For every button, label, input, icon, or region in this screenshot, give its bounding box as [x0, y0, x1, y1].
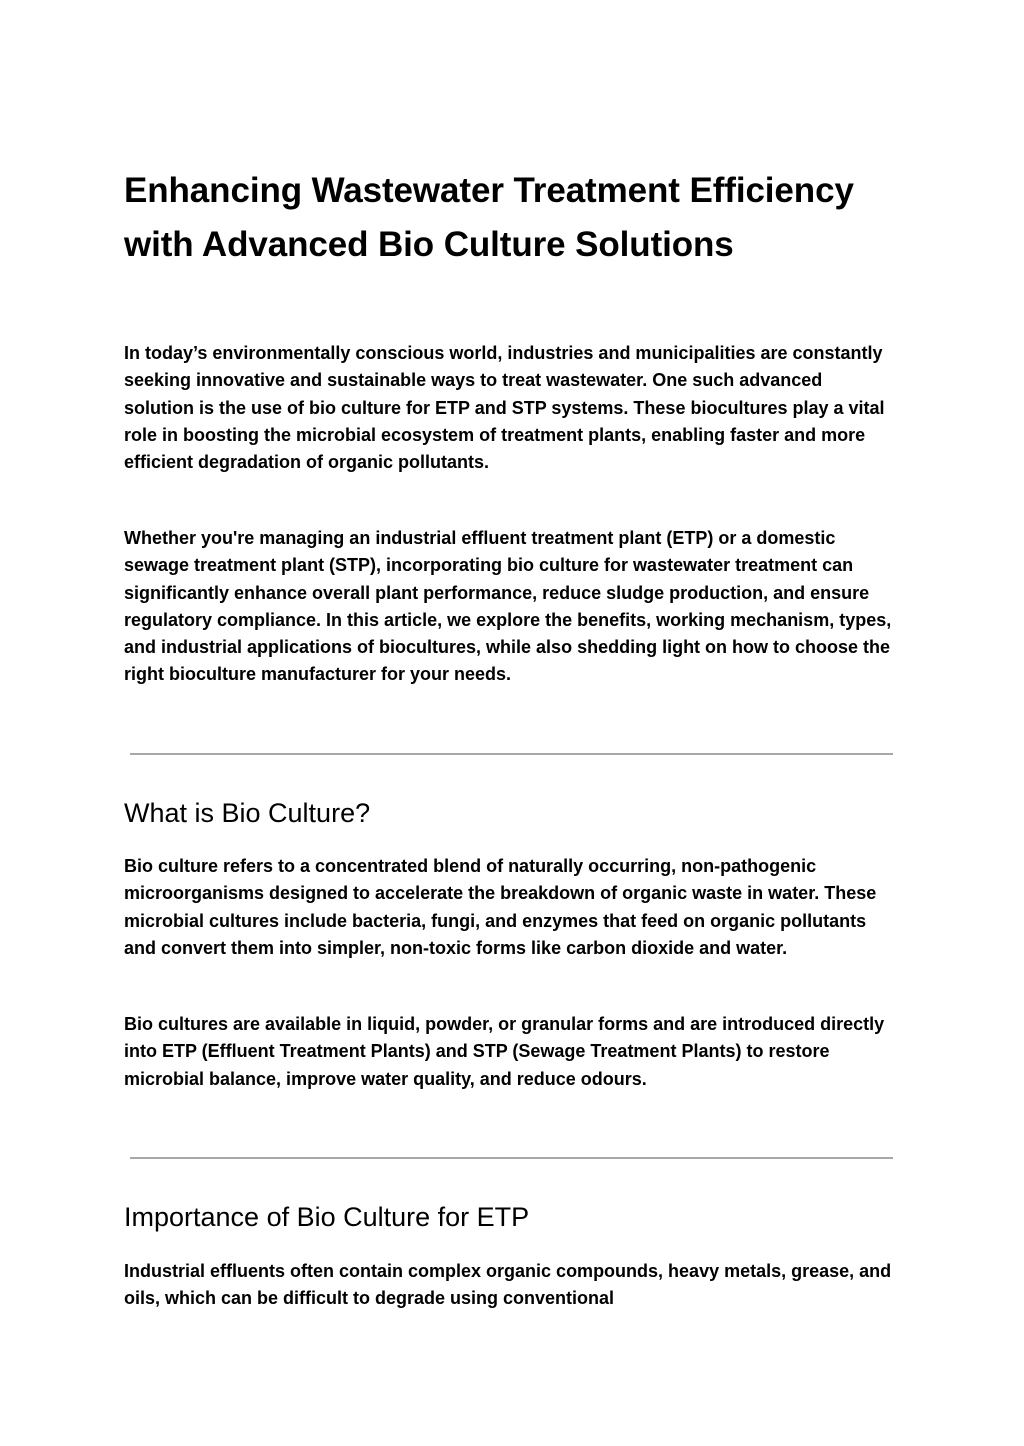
section1-paragraph-1: Bio culture refers to a concentrated blend of naturally occurring, non-pathogenic microorganisms designed to accelerate the breakdown of organic waste in water. These microbial cultures include bacteria, fungi, and enzymes that feed on organic pollutants and convert them into simpler, non-toxic forms like carbon dioxide and water.	[124, 856, 877, 958]
intro-paragraph-2: Whether you're managing an industrial effluent treatment plant (ETP) or a domestic sewage treatment plant (STP), incorporating bio culture for wastewater treatment can significantly enhance overall plant performance, reduce sludge production, and ensure regulatory compliance. In this article, we explore the benefits, working mechanism, types, and industrial applications of biocultures, while also shedding light on how to choose the right bioculture manufacturer for your needs.	[124, 528, 892, 685]
section-heading-what-is-bio-culture: What is Bio Culture?	[124, 798, 371, 828]
section1-paragraph-2: Bio cultures are available in liquid, powder, or granular forms and are introduced directly into ETP (Effluent Treatment Plants) and STP (Sewage Treatment Plants) to restore microbial balance, improve water quality, and reduce odours.	[124, 1014, 885, 1089]
intro-paragraph-1: In today’s environmentally conscious world, industries and municipalities are constantly seeking innovative and sustainable ways to treat wastewater. One such advanced solution is the use of bio culture for ETP and STP systems. These biocultures play a vital role in boosting the microbial ecosystem of treatment plants, enabling faster and more efficient degradation of organic pollutants.	[124, 343, 885, 473]
section-heading-importance-etp: Importance of Bio Culture for ETP	[124, 1202, 530, 1232]
section-divider	[130, 753, 893, 755]
section-divider	[130, 1157, 893, 1159]
page-title: Enhancing Wastewater Treatment Efficiency with Advanced Bio Culture Solutions	[124, 171, 854, 264]
section2-paragraph-1: Industrial effluents often contain complex organic compounds, heavy metals, grease, and oils, which can be difficult to degrade using conventional	[124, 1261, 892, 1309]
